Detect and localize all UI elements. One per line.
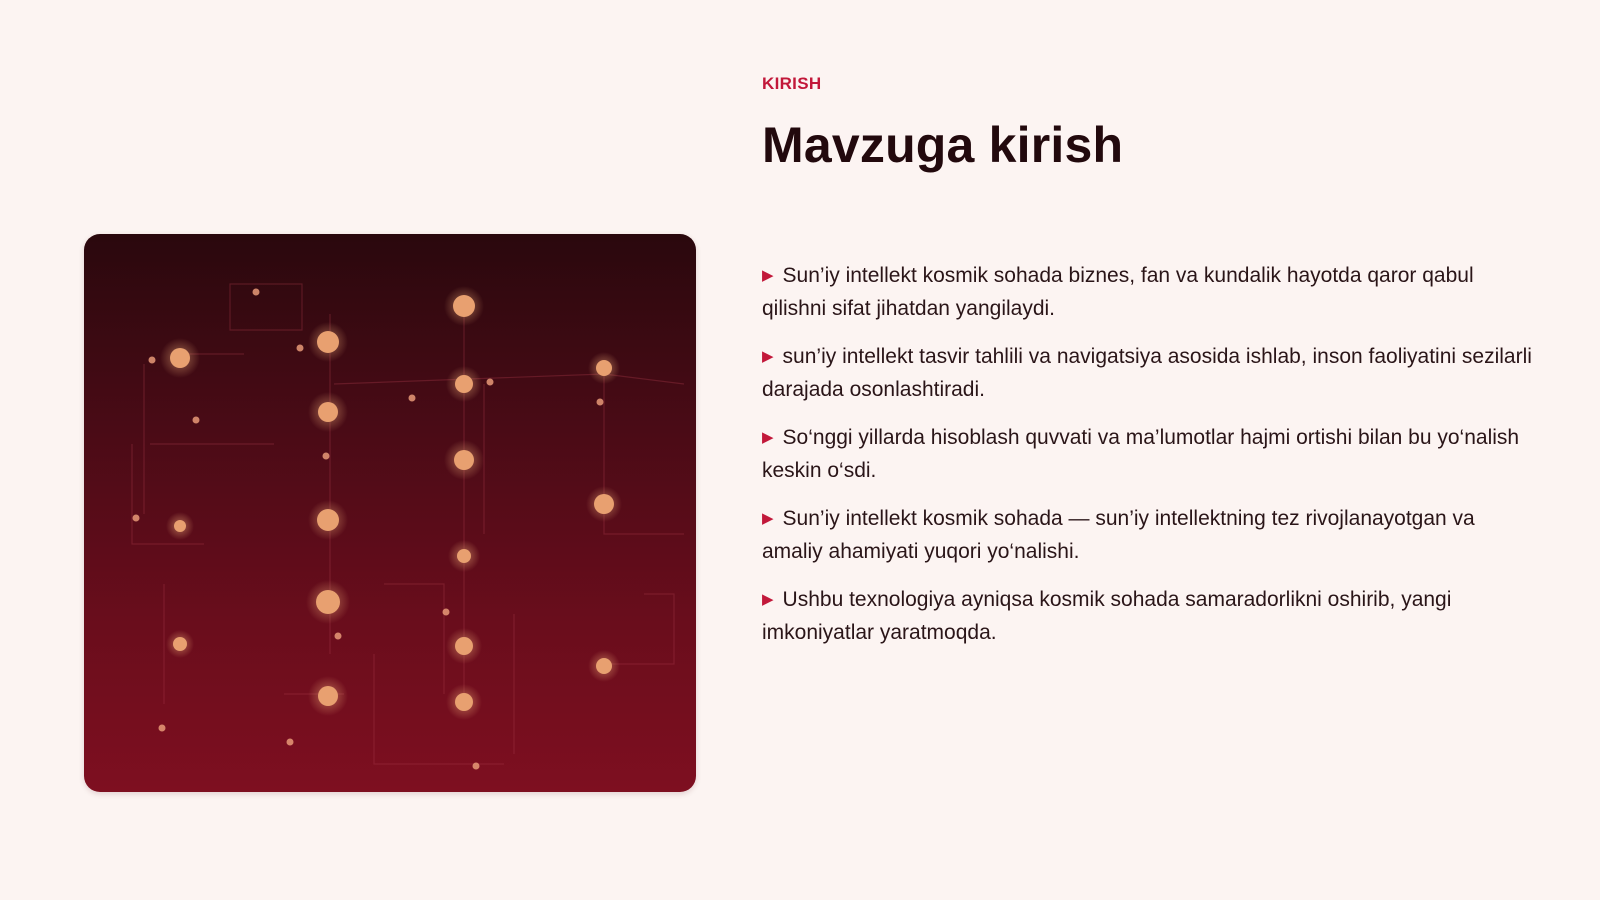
bullet-marker-icon: ▶ — [762, 510, 774, 527]
bullet-item — [762, 422, 1532, 486]
network-nodes — [160, 286, 622, 720]
bullet-text: Sun’iy intellekt kosmik sohada — sun’iy intellektning tez rivojlanayotgan va amaliy ahamiyati yuqori yo‘nalishi. — [762, 507, 1475, 563]
bullet-item — [762, 503, 1532, 567]
bullet-marker-icon: ▶ — [762, 591, 774, 608]
bullet-text: Sun’iy intellekt kosmik sohada biznes, fan va kundalik hayotda qaror qabul qilishni sifat jihatdan yangilaydi. — [762, 264, 1474, 320]
circuit-network-image — [84, 234, 696, 792]
bullet-item — [762, 341, 1532, 405]
circuit-network-illustration — [84, 234, 696, 792]
section-kicker: KIRISH — [762, 74, 822, 93]
bullet-list — [762, 260, 1532, 665]
bullet-marker-icon: ▶ — [762, 429, 774, 446]
bullet-text: So‘nggi yillarda hisoblash quvvati va ma’lumotlar hajmi ortishi bilan bu yo‘nalish keskin o‘sdi. — [762, 426, 1520, 482]
bullet-text: sun’iy intellekt tasvir tahlili va navigatsiya asosida ishlab, inson faoliyatini sezilarli darajada osonlashtiradi. — [762, 345, 1532, 401]
bullet-item — [762, 260, 1532, 324]
bullet-item — [762, 584, 1532, 648]
bullet-text: Ushbu texnologiya ayniqsa kosmik sohada samaradorlikni oshirib, yangi imkoniyatlar yaratmoqda. — [762, 588, 1452, 644]
bullet-marker-icon: ▶ — [762, 348, 774, 365]
slide-title: Mavzuga kirish — [762, 117, 1124, 173]
bullet-marker-icon: ▶ — [762, 267, 774, 284]
